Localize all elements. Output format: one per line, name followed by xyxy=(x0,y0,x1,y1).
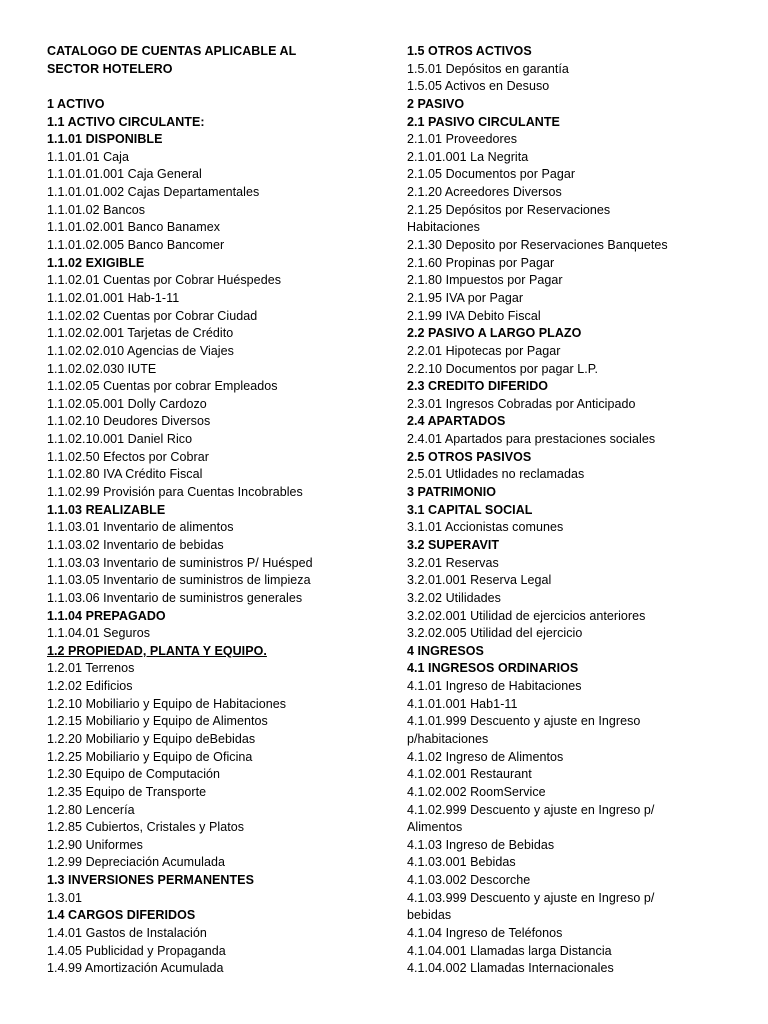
right-account-line: 2.1.60 Propinas por Pagar xyxy=(407,255,555,270)
right-account-line: 2.1.20 Acreedores Diversos xyxy=(407,185,562,200)
left-account-line: 1.1.02.02.030 IUTE xyxy=(47,361,157,376)
right-account-line: 4.1.03.999 Descuento y ajuste en Ingreso p/ xyxy=(407,890,655,905)
left-section-heading: 1.1 ACTIVO CIRCULANTE: xyxy=(47,114,205,129)
right-column xyxy=(407,43,747,978)
left-account-line: 1.1.02.02.001 Tarjetas de Crédito xyxy=(47,326,234,341)
left-section-heading: SECTOR HOTELERO xyxy=(47,61,173,76)
right-account-line: 4.1.01.001 Hab1-11 xyxy=(407,696,518,711)
right-section-heading: 4.1 INGRESOS ORDINARIOS xyxy=(407,661,579,676)
left-account-line: 1.1.04.01 Seguros xyxy=(47,626,151,641)
right-account-line: 4.1.01 Ingreso de Habitaciones xyxy=(407,679,582,694)
left-account-line: 1.2.20 Mobiliario y Equipo deBebidas xyxy=(47,731,256,746)
right-account-line: Habitaciones xyxy=(407,220,480,235)
left-account-line: 1.2.85 Cubiertos, Cristales y Platos xyxy=(47,820,245,835)
right-section-heading: 2.5 OTROS PASIVOS xyxy=(407,449,532,464)
left-section-heading: 1.4 CARGOS DIFERIDOS xyxy=(47,908,196,923)
right-account-line: 4.1.01.999 Descuento y ajuste en Ingreso xyxy=(407,714,641,729)
left-account-line: 1.1.02.99 Provisión para Cuentas Incobrables xyxy=(47,485,303,500)
right-account-line: 2.5.01 Utlidades no reclamadas xyxy=(407,467,585,482)
right-account-line: 2.1.25 Depósitos por Reservaciones xyxy=(407,202,611,217)
left-account-line: 1.2.02 Edificios xyxy=(47,679,133,694)
right-account-line: 2.4.01 Apartados para prestaciones sociales xyxy=(407,432,656,447)
right-section-heading: 2.2 PASIVO A LARGO PLAZO xyxy=(407,326,582,341)
right-account-line: 4.1.02.999 Descuento y ajuste en Ingreso p/ xyxy=(407,802,655,817)
right-section-heading: 3 PATRIMONIO xyxy=(407,485,497,500)
left-account-line: 1.1.01.01 Caja xyxy=(47,149,130,164)
right-account-line: 2.1.30 Deposito por Reservaciones Banquetes xyxy=(407,238,668,253)
right-account-line: 2.1.80 Impuestos por Pagar xyxy=(407,273,563,288)
left-account-line: 1.1.01.01.002 Cajas Departamentales xyxy=(47,185,260,200)
right-account-line: 3.2.02 Utilidades xyxy=(407,590,501,605)
right-account-line: 3.2.01 Reservas xyxy=(407,555,499,570)
left-account-line: 1.4.01 Gastos de Instalación xyxy=(47,926,207,941)
right-account-line: 4.1.03.002 Descorche xyxy=(407,873,531,888)
left-section-heading: 1.1.02 EXIGIBLE xyxy=(47,255,145,270)
left-account-line: 1.1.02.50 Efectos por Cobrar xyxy=(47,449,209,464)
left-account-line: 1.2.80 Lencería xyxy=(47,802,135,817)
right-section-heading: 3.1 CAPITAL SOCIAL xyxy=(407,502,533,517)
left-account-line: 1.3.01 xyxy=(47,890,83,905)
right-account-line: 3.2.02.005 Utilidad del ejercicio xyxy=(407,626,583,641)
left-account-line: 1.2.90 Uniformes xyxy=(47,837,143,852)
right-account-line: 2.1.99 IVA Debito Fiscal xyxy=(407,308,541,323)
right-account-line: 1.5.05 Activos en Desuso xyxy=(407,79,550,94)
left-account-line: 1.2.15 Mobiliario y Equipo de Alimentos xyxy=(47,714,268,729)
left-account-line: 1.1.02.80 IVA Crédito Fiscal xyxy=(47,467,203,482)
left-account-line: 1.2.99 Depreciación Acumulada xyxy=(47,855,225,870)
left-section-heading: 1.1.03 REALIZABLE xyxy=(47,502,166,517)
left-section-heading: 1.3 INVERSIONES PERMANENTES xyxy=(47,873,254,888)
right-account-line: p/habitaciones xyxy=(407,731,489,746)
right-section-heading: 3.2 SUPERAVIT xyxy=(407,537,500,552)
left-account-line: 1.1.02.05.001 Dolly Cardozo xyxy=(47,396,207,411)
left-account-line: 1.1.01.02.001 Banco Banamex xyxy=(47,220,221,235)
left-blank-line xyxy=(47,78,377,96)
left-account-line: 1.2.01 Terrenos xyxy=(47,661,135,676)
left-section-heading: 1 ACTIVO xyxy=(47,96,105,111)
right-account-line: 3.1.01 Accionistas comunes xyxy=(407,520,564,535)
left-column xyxy=(47,43,377,978)
right-section-heading: 2 PASIVO xyxy=(407,96,465,111)
right-account-line: 1.5.01 Depósitos en garantía xyxy=(407,61,569,76)
left-section-heading: CATALOGO DE CUENTAS APLICABLE AL xyxy=(47,44,297,58)
left-account-line: 1.1.02.01.001 Hab-1-11 xyxy=(47,290,180,305)
left-account-line: 1.2.25 Mobiliario y Equipo de Oficina xyxy=(47,749,253,764)
right-account-line: Alimentos xyxy=(407,820,463,835)
left-account-line: 1.4.99 Amortización Acumulada xyxy=(47,961,224,976)
left-account-line: 1.1.03.01 Inventario de alimentos xyxy=(47,520,234,535)
right-account-line: 2.2.10 Documentos por pagar L.P. xyxy=(407,361,599,376)
left-section-heading: 1.1.04 PREPAGADO xyxy=(47,608,166,623)
right-account-line: 4.1.02.001 Restaurant xyxy=(407,767,532,782)
right-section-heading: 2.4 APARTADOS xyxy=(407,414,506,429)
right-account-line: 3.2.02.001 Utilidad de ejercicios anteriores xyxy=(407,608,646,623)
right-account-line: 4.1.03.001 Bebidas xyxy=(407,855,516,870)
left-account-line: 1.2.35 Equipo de Transporte xyxy=(47,784,207,799)
right-account-line: 2.1.01 Proveedores xyxy=(407,132,518,147)
left-account-line: 1.1.01.02 Bancos xyxy=(47,202,146,217)
right-section-heading: 4 INGRESOS xyxy=(407,643,484,658)
left-account-line: 1.1.02.05 Cuentas por cobrar Empleados xyxy=(47,379,278,394)
right-account-line: 2.1.05 Documentos por Pagar xyxy=(407,167,576,182)
right-account-line: 2.3.01 Ingresos Cobradas por Anticipado xyxy=(407,396,636,411)
right-section-heading: 1.5 OTROS ACTIVOS xyxy=(407,44,532,58)
left-account-line: 1.1.02.10.001 Daniel Rico xyxy=(47,432,193,447)
left-account-line: 1.1.02.02.010 Agencias de Viajes xyxy=(47,343,234,358)
right-account-line: 4.1.04 Ingreso de Teléfonos xyxy=(407,926,563,941)
right-account-line: bebidas xyxy=(407,908,452,923)
left-account-line: 1.1.01.01.001 Caja General xyxy=(47,167,202,182)
right-account-line: 2.1.95 IVA por Pagar xyxy=(407,290,524,305)
right-section-heading: 2.1 PASIVO CIRCULANTE xyxy=(407,114,560,129)
left-account-line: 1.4.05 Publicidad y Propaganda xyxy=(47,943,226,958)
left-account-line: 1.1.01.02.005 Banco Bancomer xyxy=(47,238,225,253)
left-account-line: 1.1.02.02 Cuentas por Cobrar Ciudad xyxy=(47,308,258,323)
right-account-line: 2.1.01.001 La Negrita xyxy=(407,149,529,164)
left-account-line: 1.1.03.05 Inventario de suministros de limpieza xyxy=(47,573,311,588)
left-section-heading: 1.1.01 DISPONIBLE xyxy=(47,132,163,147)
left-account-line: 1.1.02.10 Deudores Diversos xyxy=(47,414,211,429)
left-account-line: 1.2.30 Equipo de Computación xyxy=(47,767,221,782)
left-account-line: 1.2.10 Mobiliario y Equipo de Habitaciones xyxy=(47,696,287,711)
right-account-line: 4.1.02 Ingreso de Alimentos xyxy=(407,749,564,764)
left-section-heading: 1.2 PROPIEDAD, PLANTA Y EQUIPO. xyxy=(47,643,267,658)
right-section-heading: 2.3 CREDITO DIFERIDO xyxy=(407,379,549,394)
left-account-line: 1.1.02.01 Cuentas por Cobrar Huéspedes xyxy=(47,273,281,288)
right-account-line: 4.1.04.001 Llamadas larga Distancia xyxy=(407,943,612,958)
right-account-line: 4.1.04.002 Llamadas Internacionales xyxy=(407,961,614,976)
right-account-line: 4.1.03 Ingreso de Bebidas xyxy=(407,837,555,852)
left-account-line: 1.1.03.06 Inventario de suministros generales xyxy=(47,590,303,605)
left-account-line: 1.1.03.03 Inventario de suministros P/ Huésped xyxy=(47,555,313,570)
right-account-line: 3.2.01.001 Reserva Legal xyxy=(407,573,552,588)
right-account-line: 4.1.02.002 RoomService xyxy=(407,784,546,799)
left-account-line: 1.1.03.02 Inventario de bebidas xyxy=(47,537,224,552)
right-account-line: 2.2.01 Hipotecas por Pagar xyxy=(407,343,561,358)
